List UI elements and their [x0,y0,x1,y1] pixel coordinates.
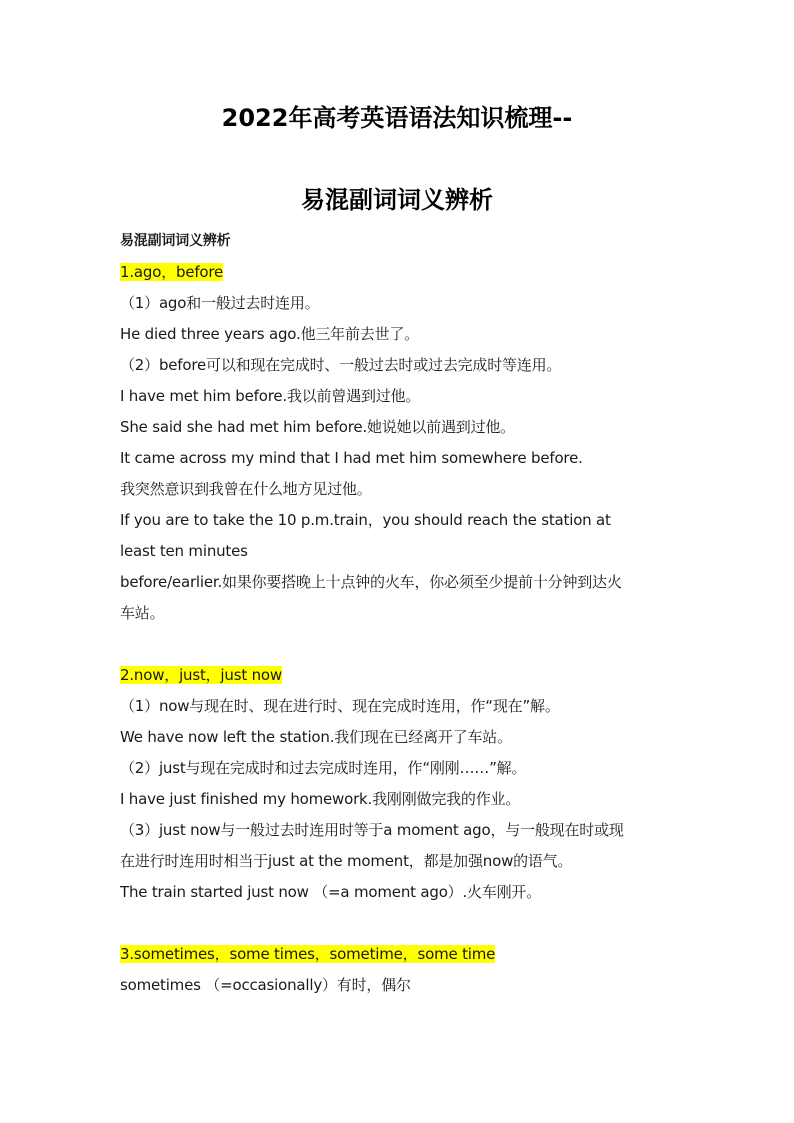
section-subheading: 易混副词词义辨析 [120,233,231,249]
example-sentence: I have just finished my homework.我刚刚做完我的作业。 [120,790,521,808]
example-sentence: If you are to take the 10 p.m.train，you should reach the station at [120,511,611,529]
text-line: （3）just now与一般过去时连用时等于a moment ago，与一般现在时或现 [120,821,624,839]
highlight: 2.now，just，just now [120,666,282,684]
document-subtitle: 易混副词词义辨析 [301,186,493,214]
example-sentence: It came across my mind that I had met him somewhere before. [120,449,583,467]
section-heading-sometimes [120,939,680,970]
spacer [120,629,680,660]
example-sentence: We have now left the station.我们现在已经离开了车站。 [120,728,512,746]
text-line: 在进行时连用时相当于just at the moment，都是加强now的语气。 [120,852,573,870]
highlight: 3.sometimes，some times，sometime，some time [120,945,496,963]
example-sentence: The train started just now （=a moment ago）.火车刚开。 [120,883,542,901]
spacer [120,908,680,939]
document-title: 2022年高考英语语法知识梳理-- [221,104,573,132]
example-translation: 车站。 [120,604,165,622]
section-heading-now-just [120,660,680,691]
example-sentence: He died three years ago.他三年前去世了。 [120,325,419,343]
text-line: （1）ago和一般过去时连用。 [120,294,320,312]
document-body [120,226,680,1001]
text-line: （2）just与现在完成时和过去完成时连用，作“刚刚……”解。 [120,759,527,777]
example-sentence: I have met him before.我以前曾遇到过他。 [120,387,421,405]
text-line: sometimes （=occasionally）有时，偶尔 [120,976,411,994]
text-line: （1）now与现在时、现在进行时、现在完成时连用，作“现在”解。 [120,697,560,715]
text-line: （2）before可以和现在完成时、一般过去时或过去完成时等连用。 [120,356,562,374]
section-heading-ago-before [120,257,680,288]
example-sentence: least ten minutes [120,542,248,560]
example-sentence: She said she had met him before.她说她以前遇到过他。 [120,418,515,436]
highlight: 1.ago，before [120,263,224,281]
example-sentence: before/earlier.如果你要搭晚上十点钟的火车，你必须至少提前十分钟到达火 [120,573,622,591]
example-translation: 我突然意识到我曾在什么地方见过他。 [120,480,372,498]
